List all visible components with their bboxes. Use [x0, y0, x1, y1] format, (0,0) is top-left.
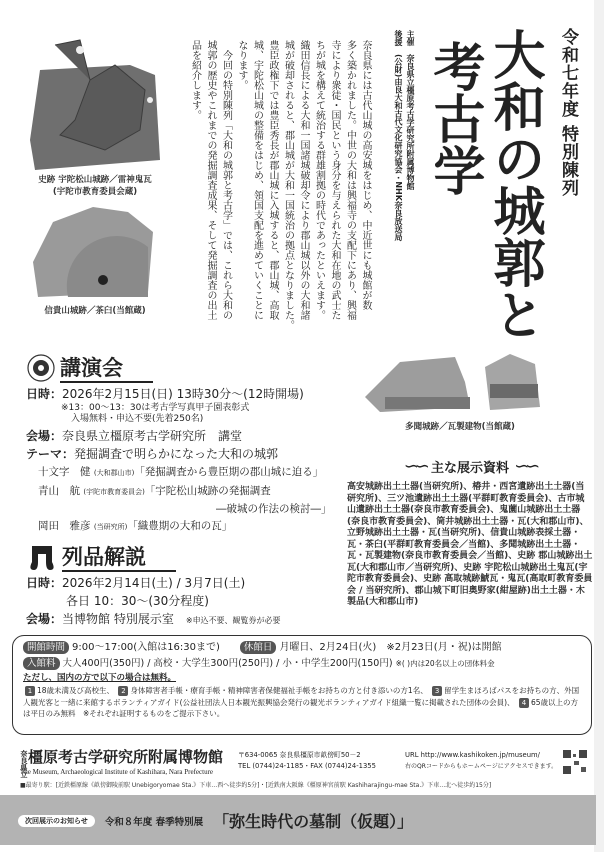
address: 〒634-0065 奈良県橿原市畝傍町50－2 — [238, 751, 361, 759]
next-season: 令和８年度 春季特別展 — [104, 816, 204, 828]
support-label: 後援 — [394, 30, 403, 46]
ornament-right-icon: ∽∽ — [514, 456, 537, 477]
intro-line: 豊臣政権下では豊臣秀長が郡山城に入城すると、郡山城、高取 — [267, 40, 278, 320]
exhibits-title: 主な展示資料 — [430, 461, 509, 476]
speaker-name: 十文字 健 — [38, 466, 91, 478]
closed-days: 月曜日、2月24日(火) ※2月23日(月・祝)は開館 — [279, 642, 502, 653]
intro-line: 奈良県には古代山城の高安城をはじめ、中近世にも城館が数 — [360, 40, 371, 310]
onigawara-caption — [20, 174, 170, 198]
ornament-left-icon: ∽∽ — [403, 456, 426, 477]
intro-line: 品を紹介します。 — [189, 40, 201, 120]
qr-note: 右のQRコードからもホームページにアクセスできます。 — [405, 763, 558, 770]
fee-row — [23, 656, 581, 672]
next-title: 「弥生時代の墓制（仮題）」 — [213, 812, 414, 831]
hours-tag: 開館時間 — [23, 641, 69, 654]
gallery-talk-date — [26, 574, 341, 592]
speaker-name: 青山 航 — [38, 485, 80, 497]
speaker-affiliation: (当研究所) — [93, 523, 128, 531]
hours-row — [23, 640, 581, 656]
tamon-photo — [360, 352, 560, 417]
museum-name-en: The Museum, Archaeological Institute of Kashihara, Nara Prefecture — [20, 768, 214, 776]
gallery-talk-venue — [26, 610, 341, 630]
intro-line: ちが城を構えて統治する群雄割拠の時代であったといえます。 — [313, 40, 325, 320]
number-badge: 1 — [25, 686, 35, 696]
caption-line: 史跡 宇陀松山城跡／雷神鬼瓦 — [38, 175, 152, 185]
free-heading: ただし、国内の方で以下の場合は無料。 — [23, 673, 177, 683]
speaker-figure-icon — [26, 544, 58, 572]
value: 2026年2月15日(日) 13時30分～(12時開場) — [62, 387, 304, 401]
page-title-line2: 考古学 — [424, 40, 485, 196]
intro-line: なります。 — [236, 40, 247, 90]
value: 発掘調査で明らかになった大和の城郭 — [74, 447, 279, 461]
hours: 9:00～17:00(入館は16:30まで) — [72, 642, 220, 653]
chausu-photo — [28, 202, 158, 300]
number-badge: 2 — [118, 686, 128, 696]
lecture-title: 講演会 — [60, 355, 153, 383]
talk-title: 「宇陀松山城跡の発掘調査 — [144, 485, 271, 497]
intro-line: 寺により衆徒・国民という身分を与えられた大和在地の武士た — [329, 40, 340, 320]
organizer: 奈良県立橿原考古学研究所附属博物館 — [406, 54, 415, 190]
condition: 65歳以上の方は平日のみ無料 ※それぞれ証明するものをご提示下さい。 — [23, 697, 578, 718]
exhibition-series: 令和七年度 特別陳列 — [558, 28, 578, 197]
speaker — [26, 517, 341, 536]
label: 日時： — [26, 576, 63, 590]
fee: 大人400円(350円) / 高校・大学生300円(250円) / 小・中学生200円(150円) — [62, 658, 393, 669]
intro-line: 織田信長による大和一国諸城破却令により郡山城以外の大和諸 — [298, 40, 309, 320]
next-exhibition-banner — [0, 795, 596, 845]
museum-emblem-icon — [26, 353, 56, 383]
gallery-talk-heading — [26, 542, 341, 572]
intro-line: 城、宇陀松山城の整備をはじめ、領国支配を進めていくことに — [251, 40, 263, 320]
lecture-heading — [26, 353, 341, 383]
qr-code-icon[interactable] — [562, 749, 588, 775]
gallery-talk-title: 列品解説 — [62, 544, 176, 572]
tamon-caption: 多聞城跡／瓦製建物(当館蔵) — [405, 422, 515, 432]
condition: 留学生まほろばパスをお持ちの方、外国人観光客と一緒に来館するボランティアガイド(公益社団法人日本観光振興協会発行の観光ボランティアガイド組織一覧に掲載された団体の会員)、 — [23, 686, 580, 707]
address-block — [238, 750, 376, 772]
intro-text — [183, 40, 373, 345]
value: 当博物館 特別展示室 — [62, 612, 174, 626]
intro-line: 城が破却されると、郡山城が大和一国統治の拠点となりました。 — [282, 40, 294, 330]
label: 会場： — [26, 429, 63, 443]
speaker-name: 岡田 雅彦 — [38, 520, 91, 532]
condition: 18歳未満及び高校生、 — [37, 686, 115, 695]
url-link[interactable]: URL http://www.kashikoken.jp/museum/ — [405, 751, 540, 759]
lecture-date — [26, 385, 341, 403]
closed-tag: 休館日 — [240, 641, 277, 654]
lecture-theme — [26, 445, 341, 463]
exhibits-list: 高安城跡出土土器(当研究所)、椿井・西宮遺跡出土土器(当研究所)、三ツ池遺跡出土土器(平群町教育委員会)、古市城山遺跡出土土器(奈良市教育委員会)、鬼薗山城跡出土土器(奈良市教育委員会)、筒井城跡出土土器・瓦(大和郡山市)、立野城跡出土土器・瓦(当研究所)、信貴山城跡表採土器・瓦・茶臼(平群町教育委員会／当館)、多聞城跡出土土器・瓦・瓦製建物(奈良市教育委員会／当館)、史跡 郡山城跡出土瓦(大和郡山市／当研究所)、史跡 宇陀松山城跡出土鬼瓦(宇陀市教育委員会)、史跡 高取城跡鯱瓦・鬼瓦(高取町教育委員会 / 当研究所)、郡山城下町旧奥野家(紺屋跡)出土土器・木製品(大和郡山市) — [347, 482, 593, 607]
chausu-caption: 信貴山城跡／茶臼(当館蔵) — [44, 306, 146, 316]
condition: 身体障害者手帳・療育手帳・精神障害者保健福祉手帳をお持ちの方と付き添いの方1名、 — [130, 686, 428, 695]
next-badge: 次回展示のお知らせ — [18, 815, 95, 827]
support: (公財)由良大和古代文化研究協会・NHK奈良放送局 — [394, 54, 403, 241]
talk-subtitle: ―破城の作法の検討―」 — [216, 503, 332, 515]
note: ※申込不要、観覧券が必要 — [185, 616, 281, 625]
page-edge — [594, 0, 604, 852]
speaker — [26, 463, 341, 482]
page-title: 大和の城郭と — [484, 28, 545, 340]
label: 会場： — [26, 612, 63, 626]
lecture-section — [26, 353, 341, 536]
visitor-info-box — [12, 635, 592, 735]
caption-line: (宇陀市教育委員会蔵) — [52, 187, 138, 197]
talk-title: 「織豊期の大和の瓦」 — [127, 520, 233, 532]
exhibits-heading — [355, 456, 585, 480]
value: 2026年2月14日(土) / 3月7日(土) — [62, 576, 246, 590]
organizer-label: 主催 — [406, 30, 415, 46]
intro-line: 今回の特別陳列「大和の城郭と考古学」では、これら大和の — [220, 40, 232, 320]
pref-label: 奈良県立 — [20, 750, 28, 778]
gallery-talk-section — [26, 542, 341, 630]
access-info: ■最寄り駅：[近鉄橿原線《畝傍御陵前駅 Unebigoryomae Sta.》下車…西へ徒歩約5分]・[近鉄南大阪線《橿原神宮前駅 Kashiharajingu-mae Sta.》下車…北へ徒歩約15分] — [20, 782, 492, 789]
lecture-venue — [26, 427, 341, 445]
onigawara-photo — [20, 20, 160, 170]
speaker-affiliation: (大和郡山市) — [93, 469, 135, 477]
lecture-note: ※13：00～13：30は考古学写真甲子園表彰式 — [61, 403, 250, 413]
gallery-talk-time: 各日 10：30～(30分程度) — [66, 594, 209, 608]
intro-line: 多く築かれました。中世の大和は興福寺の支配下にあり、興福 — [344, 40, 356, 320]
credits — [392, 30, 416, 241]
fee-note: ※( )内は20名以上の団体料金 — [395, 659, 495, 668]
value: 奈良県立橿原考古学研究所 講堂 — [62, 429, 243, 443]
speaker-affiliation: (宇陀市教育委員会) — [83, 488, 145, 496]
speaker — [26, 482, 341, 501]
number-badge: 3 — [432, 686, 442, 696]
talk-title: 「発掘調査から豊臣期の郡山城に迫る」 — [134, 466, 324, 478]
museum-name: 橿原考古学研究所附属博物館 — [28, 748, 224, 766]
label: 日時： — [26, 387, 63, 401]
web-block — [405, 750, 557, 772]
intro-line: 城郭の歴史やこれまでの発掘調査成果、そして発掘調査の出土 — [205, 40, 216, 320]
lecture-note2: 入場無料・申込不要(先着250名) — [71, 414, 204, 424]
fee-tag: 入館料 — [23, 657, 60, 670]
phone: TEL (0744)24-1185・FAX (0744)24-1355 — [238, 762, 376, 770]
number-badge: 4 — [519, 698, 529, 708]
label: テーマ： — [26, 447, 75, 461]
free-conditions — [23, 685, 581, 720]
